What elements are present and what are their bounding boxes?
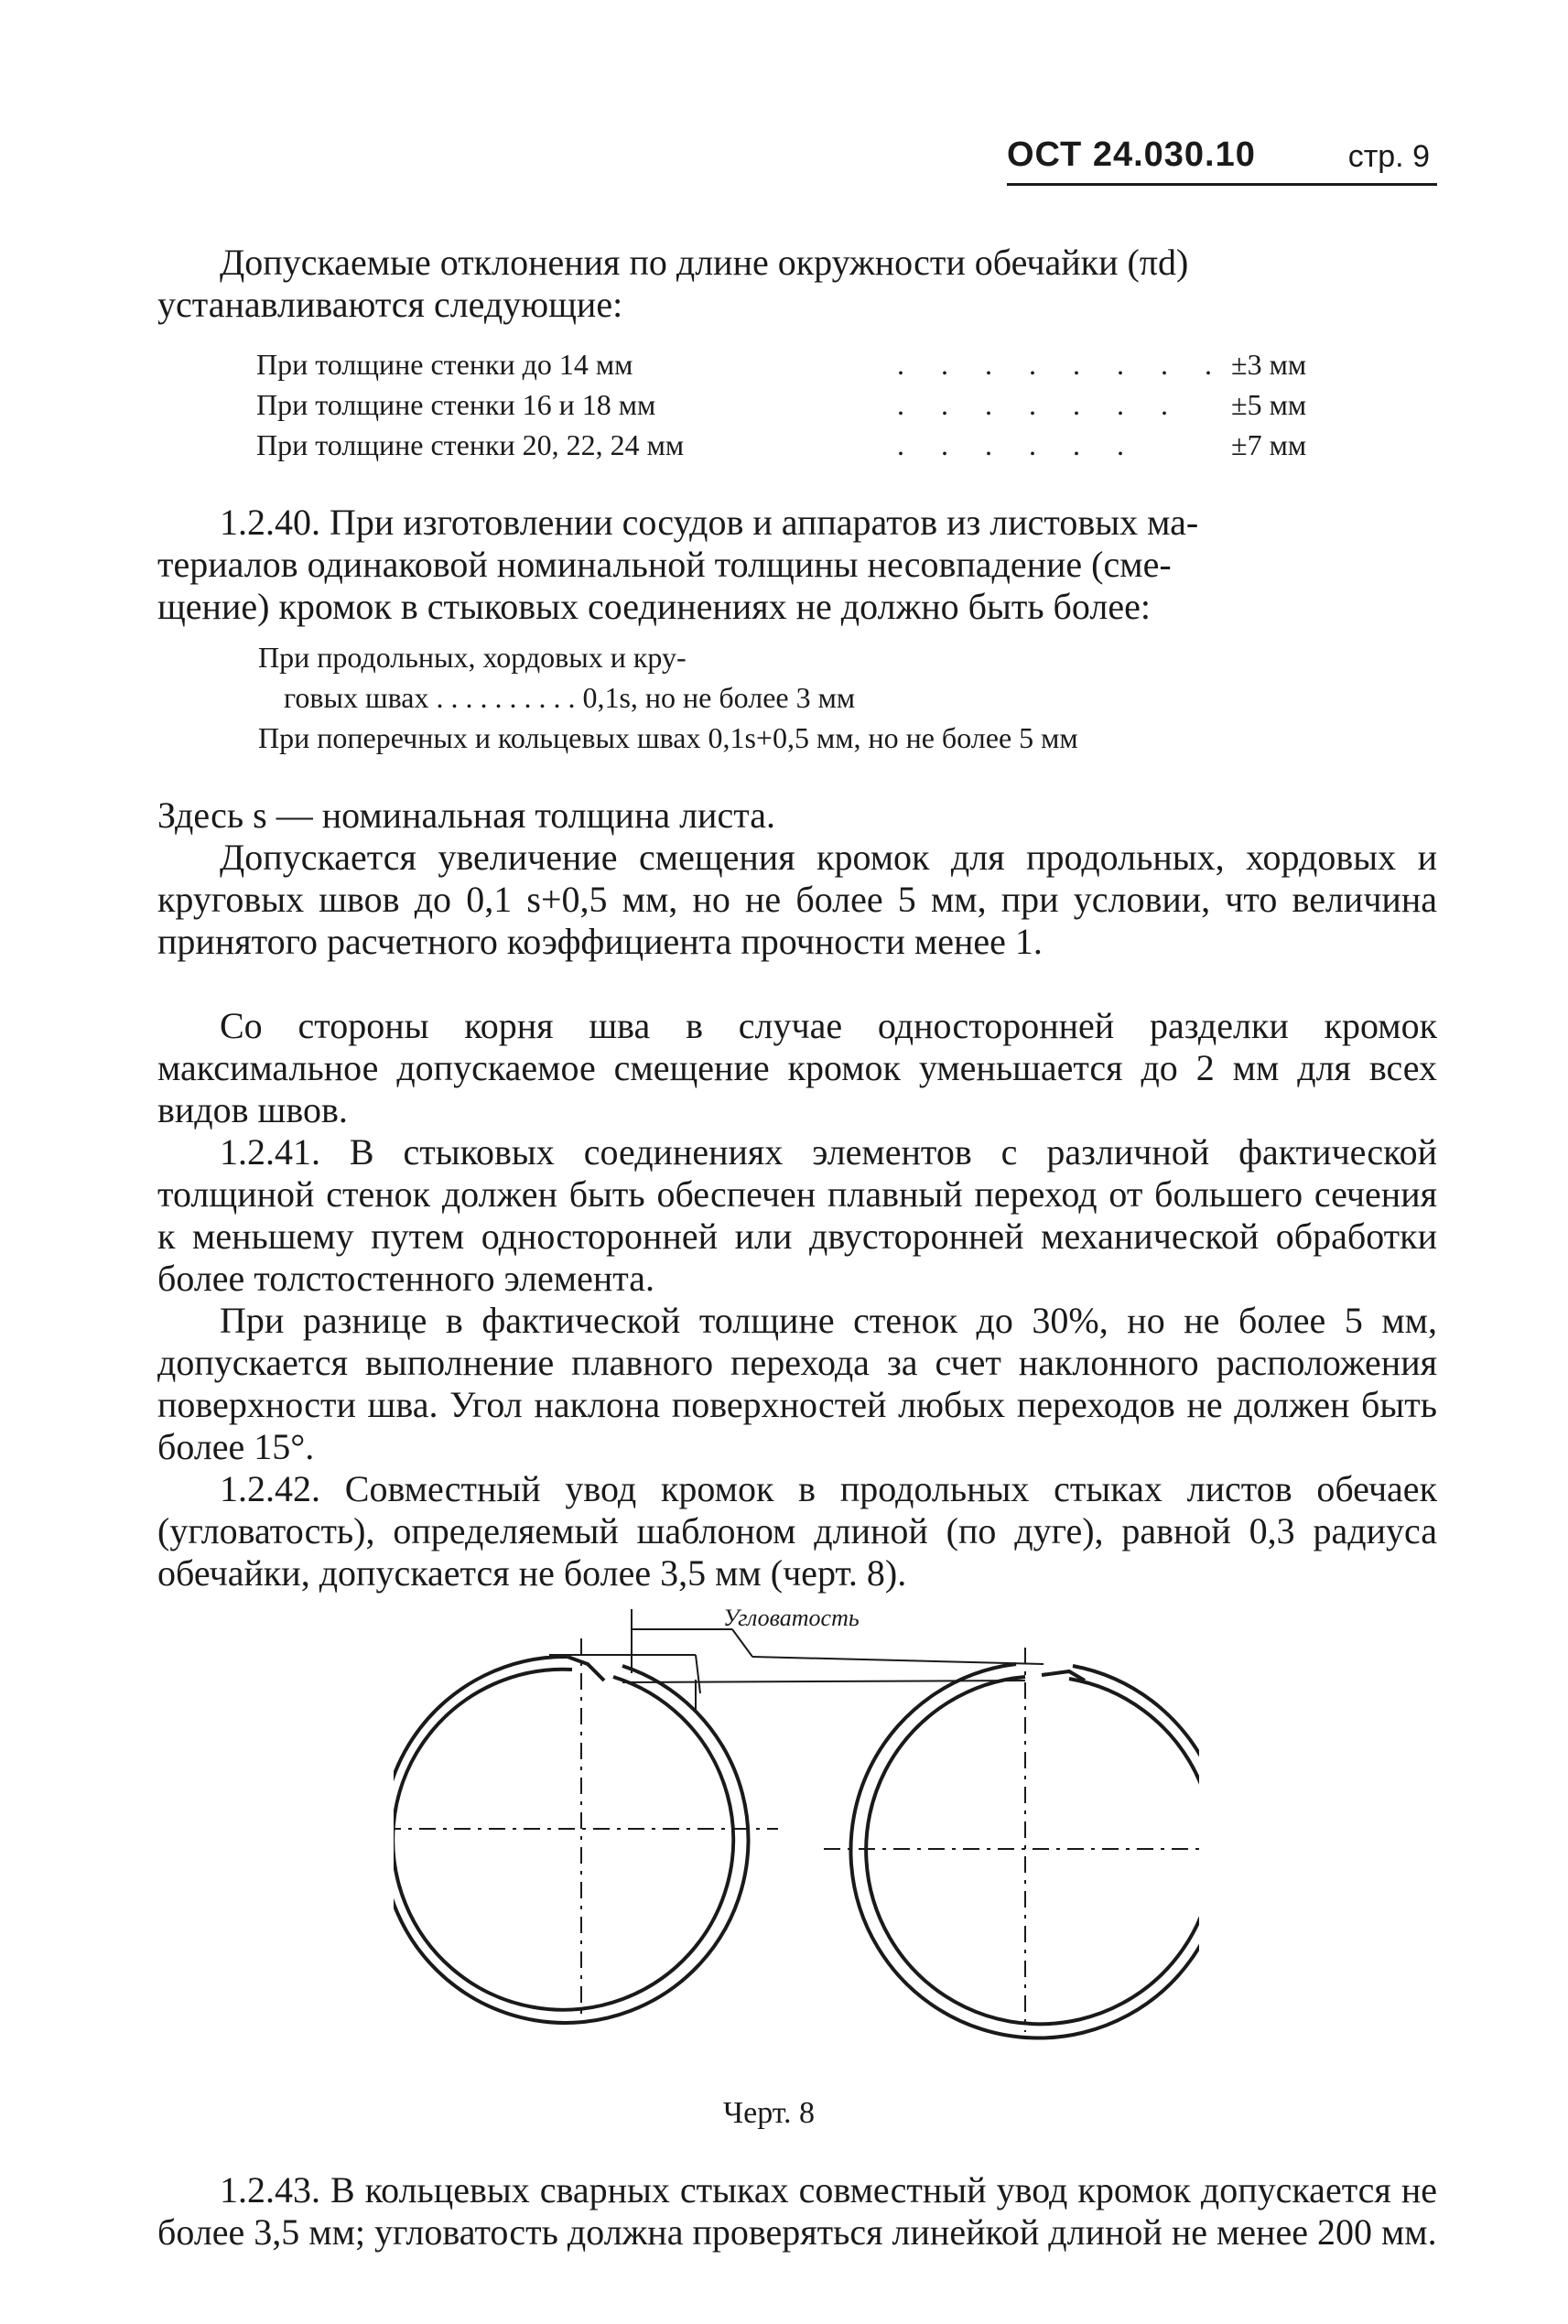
tolerance-value: ±5 мм	[1231, 388, 1307, 421]
offset-row-1: При продольных, хордовых и кру-	[258, 641, 687, 674]
header-rule	[1007, 183, 1437, 186]
leader-dots: . . . . . . . .	[897, 348, 1227, 381]
thickness-definition: Здесь s — номинальная толщина листа.	[157, 794, 775, 836]
leader-dots: . . . . . .	[897, 428, 1139, 461]
tolerance-row	[256, 428, 1355, 469]
left-shell-inner	[394, 1670, 733, 2010]
paragraph-difference: При разнице в фактической толщине стенок до 30%, но не более 5 мм, допускается выполнение плавного перехода за счет наклонного расположения поверхности шва. Угол наклона поверхностей любых переходов не должен быть более 15°.	[157, 1300, 1437, 1467]
tolerance-row	[256, 348, 1355, 388]
offset-row-2: говых швах . . . . . . . . . . 0,1s, но не более 3 мм	[284, 681, 856, 714]
section-1-2-40-line-2: териалов одинаковой номинальной толщины несовпадение (сме-	[157, 544, 1172, 585]
left-seam	[568, 1657, 604, 1681]
section-1-2-40-line-3: щение) кромок в стыковых соединениях не должно быть более:	[157, 586, 1151, 627]
page-header	[1007, 135, 1437, 187]
figure-caption: Черт. 8	[723, 2096, 816, 2130]
section-1-2-41: 1.2.41. В стыковых соединениях элементов с различной фактической толщиной стенок должен быть обеспечен плавный переход от большего сечения к меньшему путем односторонней или двусторонней механической обработки более толстостенного элемента.	[157, 1131, 1437, 1299]
page-number: стр. 9	[1347, 139, 1430, 174]
drawing-8	[394, 1593, 1199, 2069]
paragraph-increase: Допускается увеличение смещения кромок для продольных, хордовых и круговых швов до 0,1 s+0,5 мм, но не более 5 мм, при условии, что величина принятого расчетного коэффициента прочности менее 1.	[157, 837, 1437, 962]
intro-line-2: устанавливаются следующие:	[157, 284, 623, 325]
intro-line-1: Допускаемые отклонения по длине окружности обечайки (πd)	[220, 242, 1189, 283]
section-1-2-43: 1.2.43. В кольцевых сварных стыках совместный увод кромок допускается не более 3,5 мм; угловатость должна проверяться линейкой длиной не менее 200 мм.	[157, 2169, 1437, 2253]
right-shell-inner	[866, 1677, 1199, 2024]
section-1-2-42: 1.2.42. Совместный увод кромок в продольных стыках листов обечаек (угловатость), определяемый шаблоном длиной (по дуге), равной 0,3 радиуса обечайки, допускается не более 3,5 мм (черт. 8).	[157, 1468, 1437, 1594]
offset-row-3: При поперечных и кольцевых швах 0,1s+0,5 мм, но не более 5 мм	[258, 721, 1078, 754]
tolerance-value: ±3 мм	[1231, 348, 1307, 381]
paragraph-root: Со стороны корня шва в случае односторонней разделки кромок максимальное допускаемое смещение кромок уменьшается до 2 мм для всех видов швов.	[157, 1005, 1437, 1130]
tolerance-row	[256, 388, 1355, 428]
section-1-2-40-line-1: 1.2.40. При изготовлении сосудов и аппаратов из листовых ма-	[220, 502, 1199, 543]
tolerance-label: При толщине стенки 16 и 18 мм	[256, 388, 656, 421]
tolerance-value: ±7 мм	[1231, 428, 1307, 461]
tolerance-label: При толщине стенки 20, 22, 24 мм	[256, 428, 685, 461]
standard-number: ОСТ 24.030.10	[1007, 135, 1256, 174]
angularity-label: Угловатость	[723, 1605, 860, 1631]
leader-dots: . . . . . . .	[897, 388, 1183, 421]
tolerance-label: При толщине стенки до 14 мм	[256, 348, 633, 381]
right-centerlines	[824, 1648, 1199, 2032]
